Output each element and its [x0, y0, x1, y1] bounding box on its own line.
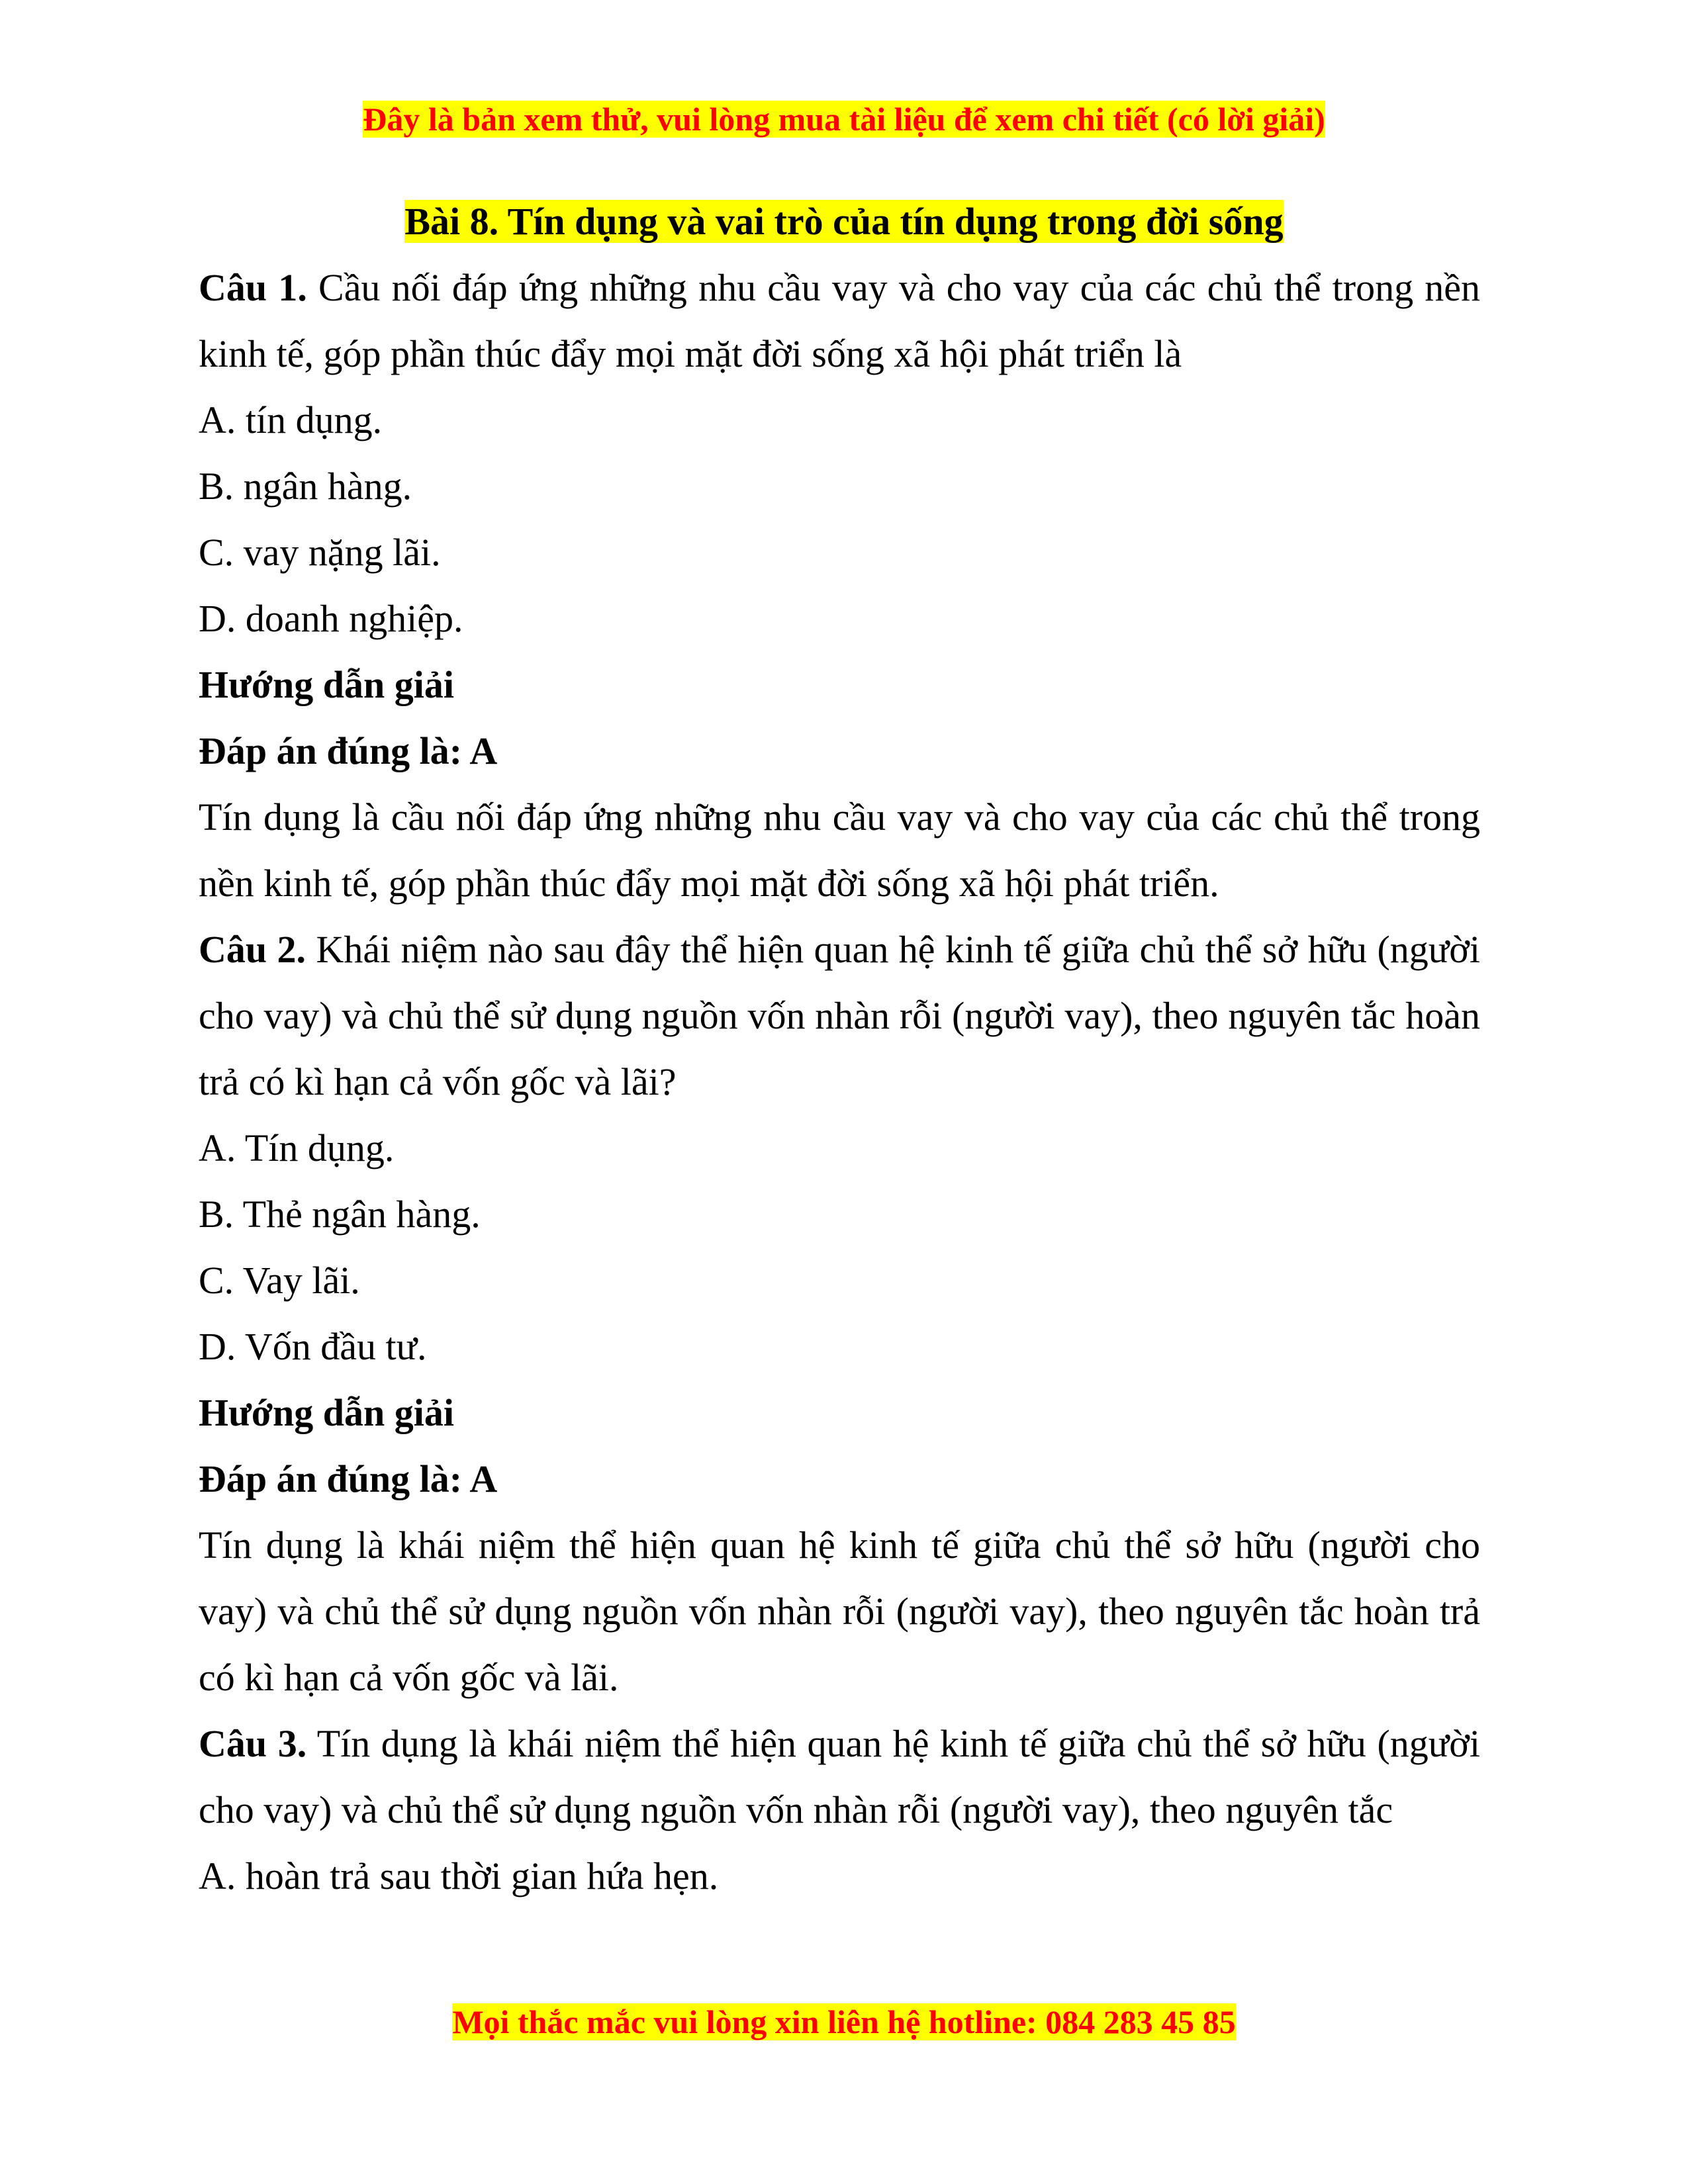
option-b: B. ngân hàng. — [199, 465, 412, 508]
option-a: A. Tín dụng. — [199, 1126, 395, 1169]
explanation: Tín dụng là khái niệm thể hiện quan hệ kinh tế giữa chủ thể sở hữu (người cho vay) và chủ thể sử dụng nguồn vốn nhàn rỗi (người vay), theo nguyên tắc hoàn trả có kì hạn cả vốn gốc và lãi. — [199, 1524, 1480, 1699]
question-text: Cầu nối đáp ứng những nhu cầu vay và cho vay của các chủ thể trong nền kinh tế, góp phần thúc đẩy mọi mặt đời sống xã hội phát triển là — [199, 266, 1480, 375]
hotline-notice-banner — [0, 2002, 1688, 2042]
lesson-title-text: Bài 8. Tín dụng và vai trò của tín dụng trong đời sống — [404, 200, 1284, 243]
question-text: Khái niệm nào sau đây thể hiện quan hệ kinh tế giữa chủ thể sở hữu (người cho vay) và chủ thể sử dụng nguồn vốn nhàn rỗi (người vay), theo nguyên tắc hoàn trả có kì hạn cả vốn gốc và lãi? — [199, 928, 1480, 1103]
hotline-notice-text: Mọi thắc mắc vui lòng xin liên hệ hotline: 084 283 45 85 — [452, 2003, 1236, 2040]
option-b: B. Thẻ ngân hàng. — [199, 1193, 481, 1236]
option-c: C. vay nặng lãi. — [199, 531, 441, 574]
option-a: A. tín dụng. — [199, 398, 383, 441]
correct-answer-text: Đáp án đúng là: A — [199, 729, 498, 772]
option-c: C. Vay lãi. — [199, 1259, 360, 1302]
question-2 — [199, 917, 1480, 1115]
option-d: D. Vốn đầu tư. — [199, 1325, 427, 1368]
option-d: D. doanh nghiệp. — [199, 597, 463, 640]
guide-heading — [199, 1380, 1480, 1446]
correct-answer-text: Đáp án đúng là: A — [199, 1457, 498, 1500]
question-1 — [199, 255, 1480, 387]
guide-heading — [199, 652, 1480, 718]
preview-notice-banner — [0, 99, 1688, 139]
document-body — [199, 255, 1480, 1909]
correct-answer — [199, 1446, 1480, 1512]
lesson-title — [0, 199, 1688, 245]
preview-notice-text: Đây là bản xem thử, vui lòng mua tài liệu để xem chi tiết (có lời giải) — [363, 101, 1325, 138]
option-a: A. hoàn trả sau thời gian hứa hẹn. — [199, 1854, 719, 1897]
question-label: Câu 3. — [199, 1722, 307, 1765]
question-text: Tín dụng là khái niệm thể hiện quan hệ kinh tế giữa chủ thể sở hữu (người cho vay) và chủ thể sử dụng nguồn vốn nhàn rỗi (người vay), theo nguyên tắc — [199, 1722, 1480, 1831]
question-3 — [199, 1711, 1480, 1843]
guide-heading-text: Hướng dẫn giải — [199, 663, 455, 706]
guide-heading-text: Hướng dẫn giải — [199, 1391, 455, 1434]
explanation: Tín dụng là cầu nối đáp ứng những nhu cầu vay và cho vay của các chủ thể trong nền kinh tế, góp phần thúc đẩy mọi mặt đời sống xã hội phát triển. — [199, 796, 1480, 905]
correct-answer — [199, 718, 1480, 784]
question-label: Câu 2. — [199, 928, 306, 971]
question-label: Câu 1. — [199, 266, 307, 309]
